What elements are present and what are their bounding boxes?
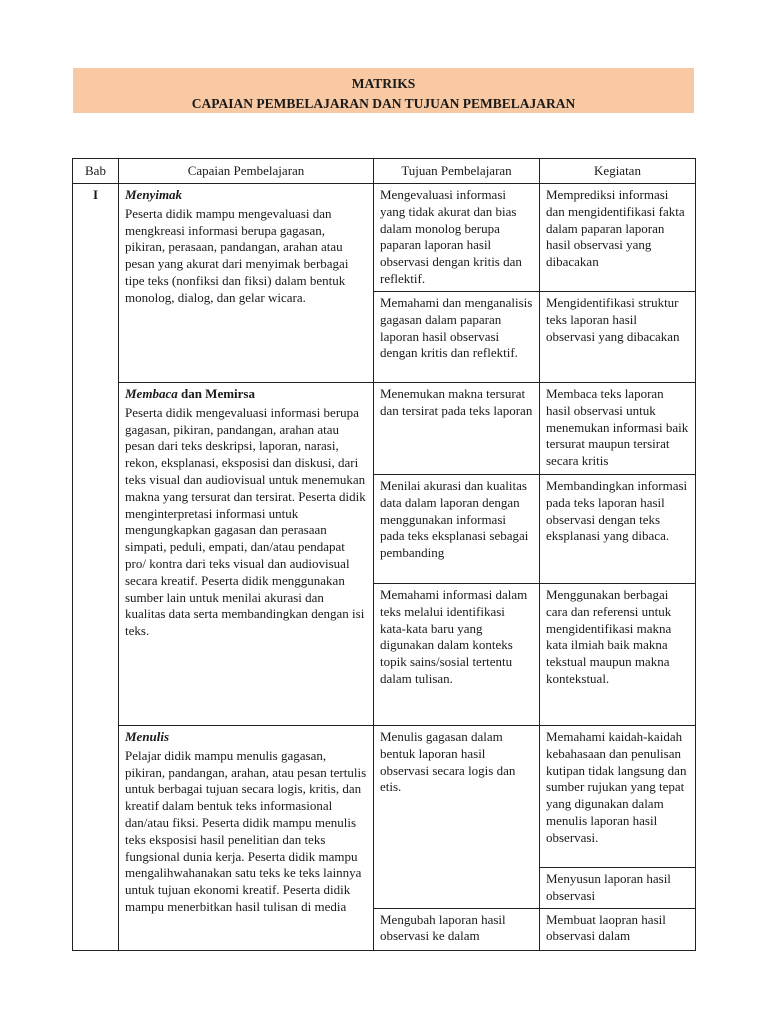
document-title-band [73, 68, 694, 113]
capaian-menulis [119, 726, 374, 951]
tujuan-cell: Memahami dan menganalisis gagasan dalam paparan laporan hasil observasi dengan kritis dan reflektif. [374, 292, 540, 383]
kegiatan-cell: Membuat laopran hasil observasi dalam [540, 908, 696, 950]
kegiatan-cell: Menggunakan berbagai cara dan referensi untuk mengidentifikasi makna kata ilmiah baik makna tekstual maupun makna kontekstual. [540, 584, 696, 726]
kegiatan-cell: Membaca teks laporan hasil observasi untuk menemukan informasi baik tersurat maupun tersirat secara kritis [540, 383, 696, 475]
kegiatan-cell: Menyusun laporan hasil observasi [540, 868, 696, 909]
document-title-line2: CAPAIAN PEMBELAJARAN DAN TUJUAN PEMBELAJARAN [191, 96, 576, 111]
body-membaca: Peserta didik mengevaluasi informasi berupa gagasan, pikiran, pandangan, arahan atau pesan dari teks deskripsi, laporan, narasi, rekon, eksplanasi, eksposisi dan diskusi, dari teks visual dan audiovisual untuk menemukan makna yang tersurat dan tersirat. Peserta didik menginterpretasi informasi untuk mengungkapkan gagasan dan perasaan simpati, peduli, empati, dan/atau pendapat pro/ kontra dari teks visual dan audiovisual secara kreatif. Peserta didik menggunakan sumber lain untuk menilai akurasi dan kualitas data serta membandingkan dengan isi teks. [125, 404, 366, 639]
tujuan-cell: Menemukan makna tersurat dan tersirat pada teks laporan [374, 383, 540, 475]
body-menulis: Pelajar didik mampu menulis gagasan, pikiran, pandangan, arahan, atau pesan tertulis untuk berbagai tujuan secara logis, kritis, dan kreatif dalam bentuk teks informasional dan/atau fiksi. Peserta didik mampu menulis teks eksposisi hasil penelitian dan teks fungsional dunia kerja. Peserta didik mampu mengalihwahanakan satu teks ke teks lainnya untuk tujuan ekonomi kreatif. Peserta didik mampu menerbitkan hasil tulisan di media [125, 747, 367, 914]
kegiatan-cell: Memahami kaidah-kaidah kebahasaan dan penulisan kutipan tidak langsung dan sumber rujukan yang tepat yang digunakan dalam menulis laporan hasil observasi. [540, 726, 696, 868]
heading-memirsa: dan Memirsa [177, 386, 255, 401]
table-row [73, 184, 696, 292]
body-menyimak: Peserta didik mampu mengevaluasi dan mengkreasi informasi berupa gagasan, pikiran, perasaan, pandangan, arahan atau pesan yang akurat dari menyimak berbagai tipe teks (nonfiksi dan fiksi) dalam bentuk monolog, dialog, dan gelar wicara. [125, 205, 349, 305]
heading-menulis: Menulis [125, 729, 170, 744]
bab-number: I [73, 184, 119, 951]
heading-membaca: Membaca [125, 386, 178, 401]
kegiatan-cell: Mengidentifikasi struktur teks laporan hasil observasi yang dibacakan [540, 292, 696, 383]
table-row [73, 383, 696, 475]
tujuan-cell: Mengevaluasi informasi yang tidak akurat dan bias dalam monolog berupa paparan laporan hasil observasi dengan kritis dan reflektif. [374, 184, 540, 292]
heading-menyimak: Menyimak [125, 187, 183, 202]
matrix-table [72, 158, 696, 951]
table-row [73, 726, 696, 868]
tujuan-cell: Menulis gagasan dalam bentuk laporan hasil observasi secara logis dan etis. [374, 726, 540, 909]
tujuan-cell: Menilai akurasi dan kualitas data dalam laporan dengan menggunakan informasi pada teks eksplanasi sebagai pembanding [374, 475, 540, 584]
header-kegiatan: Kegiatan [540, 159, 696, 184]
header-tujuan: Tujuan Pembelajaran [374, 159, 540, 184]
capaian-membaca [119, 383, 374, 726]
capaian-menyimak [119, 184, 374, 383]
tujuan-cell: Mengubah laporan hasil observasi ke dalam [374, 908, 540, 950]
header-capaian: Capaian Pembelajaran [119, 159, 374, 184]
header-bab: Bab [73, 159, 119, 184]
table-header-row [73, 159, 696, 184]
tujuan-cell: Memahami informasi dalam teks melalui identifikasi kata-kata baru yang digunakan dalam konteks topik sains/sosial tertentu dalam tulisan. [374, 584, 540, 726]
kegiatan-cell: Memprediksi informasi dan mengidentifikasi fakta dalam paparan laporan hasil observasi yang dibacakan [540, 184, 696, 292]
document-title-line1: MATRIKS [351, 76, 416, 91]
kegiatan-cell: Membandingkan informasi pada teks laporan hasil observasi dengan teks eksplanasi yang dibaca. [540, 475, 696, 584]
